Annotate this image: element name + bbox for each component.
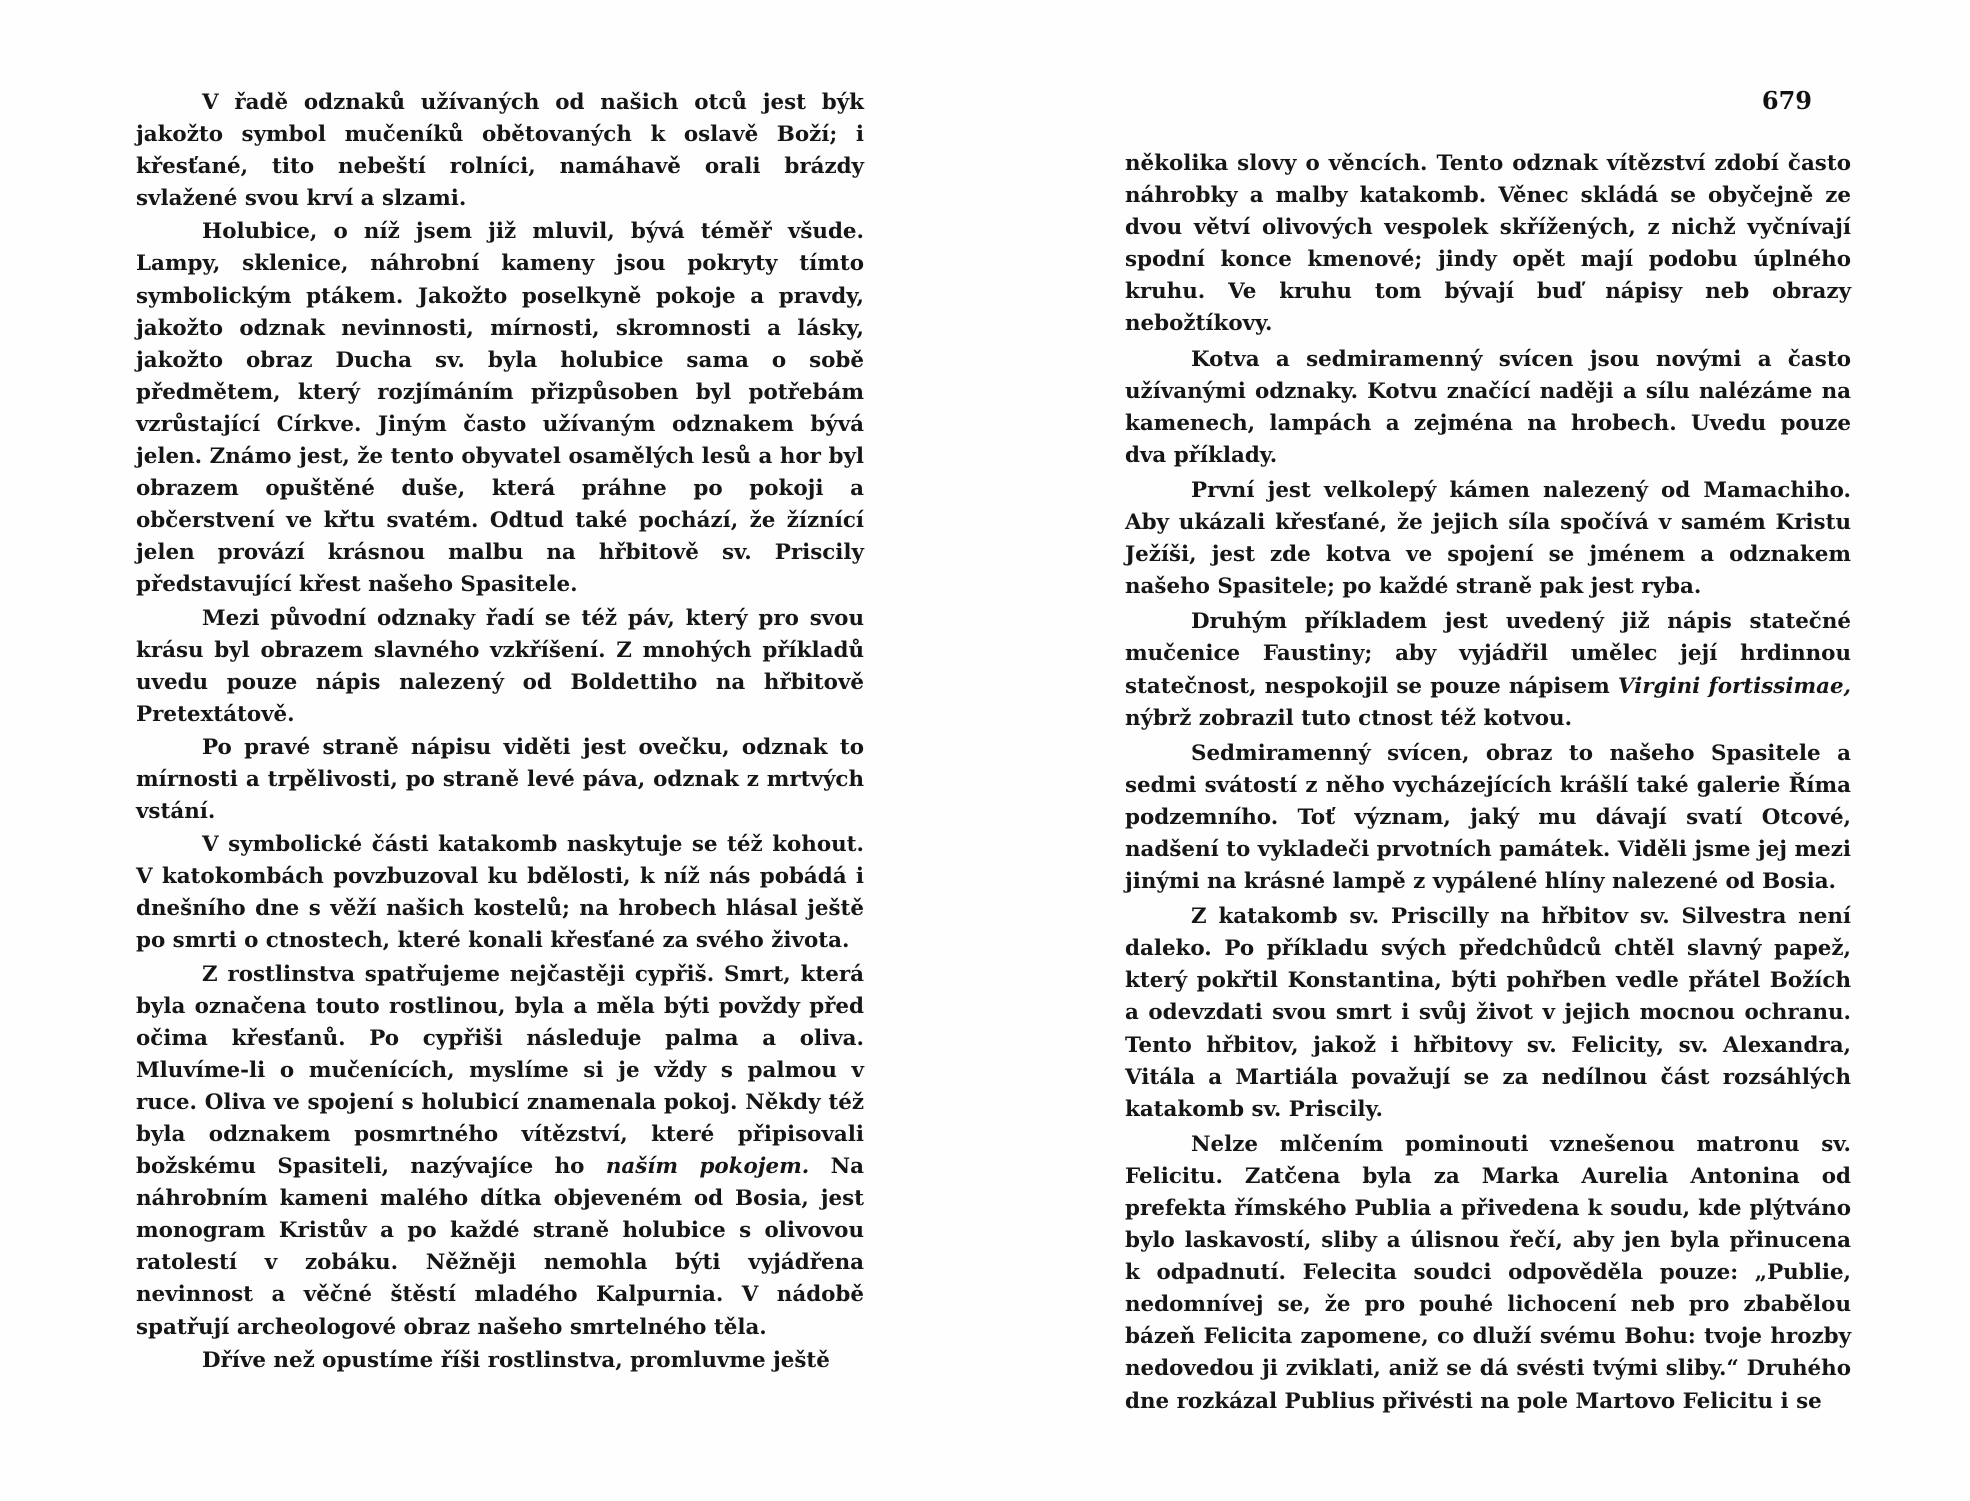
right-text-column (1125, 148, 1851, 1421)
paragraph: Po pravé straně nápisu viděti jest ovečku, odznak to mírnosti a trpělivosti, po straně levé páva, odznak z mrtvých vstání. (136, 734, 864, 825)
paragraph: Holubice, o níž jsem již mluvil, bývá téměř všude. Lampy, sklenice, náhrobní kameny jsou pokryty tímto symbolickým ptákem. Jakožto poselkyně pokoje a pravdy, jakožto odznak nevinnosti, mírnosti, skromnosti a lásky, jakožto obraz Ducha sv. byla holubice sama o sobě předmětem, který rozjímáním přizpůsoben byl potřebám vzrůstající Církve. Jiným často užívaným odznakem bývá jelen. Známo jest, že tento obyvatel osamělých lesů a hor byl obrazem opuštěné duše, která práhne po pokoji a občerstvení ve křtu svatém. Odtud také pochází, že žíznící jelen provází krásnou malbu na hřbitově sv. Priscily představující křest našeho Spasitele. (136, 219, 864, 598)
paragraph: Kotva a sedmiramenný svícen jsou novými a často užívanými odznaky. Kotvu značící naději a sílu nalézáme na kamenech, lampách a zejména na hrobech. Uvedu pouze dva příklady. (1125, 346, 1851, 468)
paragraph: Nelze mlčením pominouti vznešenou matronu sv. Felicitu. Zatčena byla za Marka Aurelia Antonina od prefekta římského Publia a přivedena k soudu, kde plýtváno bylo laskavostí, sliby a úlisnou řečí, aby jen byla přinucena k odpadnutí. Felecita soudci odpověděla pouze: „Publie, nedomnívej se, že pro pouhé lichocení neb pro zbabělou bázeň Felicita zapomene, co dluží svému Bohu: tvoje hrozby nedovedou ji zviklati, aniž se dá svésti tvými sliby.“ Druhého dne rozkázal Publius přivésti na pole Martovo Felicitu i se (1125, 1131, 1851, 1414)
paragraph: několika slovy o věncích. Tento odznak vítězství zdobí často náhrobky a malby katakomb. Věnec skládá se obyčejně ze dvou větví olivových vespolek skřížených, z nichž vyčnívají spodní konce kmenové; jindy opět mají podobu úplného kruhu. Ve kruhu tom bývají buď nápisy neb obrazy nebožtíkovy. (1125, 151, 1851, 337)
left-text-column (136, 87, 864, 1378)
paragraph: Mezi původní odznaky řadí se též páv, který pro svou krásu byl obrazem slavného vzkříšení. Z mnohých příkladů uvedu pouze nápis nalezený od Boldettiho na hřbitově Pretextátově. (136, 605, 864, 727)
paragraph (1125, 606, 1851, 734)
paragraph: V symbolické části katakomb naskytuje se též kohout. V katokombách povzbuzoval ku bdělosti, k níž nás pobádá i dnešního dne s věží našich kostelů; na hrobech hlásal ještě po smrti o ctnostech, které konali křesťané za svého života. (136, 832, 864, 954)
paragraph (136, 959, 864, 1344)
paragraph: V řadě odznaků užívaných od našich otců jest býk jakožto symbol mučeníků obětovaných k oslavě Boží; i křesťané, tito nebeští rolníci, namáhavě orali brázdy svlažené svou krví a slzami. (136, 90, 864, 212)
page-number: 679 (1761, 86, 1812, 115)
right-page (985, 0, 1970, 1501)
italic-phrase: naším pokojem. (605, 1154, 810, 1180)
paragraph-text: Druhým příkladem jest uvedený již nápis statečné mučenice Faustiny; aby vyjádřil umělec její hrdinnou statečnost, nespokojil se pouze nápisem (1125, 609, 1851, 699)
paragraph-text: Z rostlinstva spatřujeme nejčastěji cypřiš. Smrt, která byla označena touto rostlinou, byla a měla býti povždy před očima křesťanů. Po cypřiši následuje palma a oliva. Mluvíme-li o mučenících, myslíme si je vždy s palmou v ruce. Oliva ve spojení s holubicí znamenala pokoj. Někdy též byla odznakem posmrtného vítězství, které připisovali božskému Spasiteli, nazývajíce ho (136, 961, 864, 1180)
paragraph: Dříve než opustíme říši rostlinstva, promluvme ještě (202, 1347, 830, 1373)
paragraph-text: nýbrž zobrazil tuto ctnost též kotvou. (1125, 705, 1573, 731)
paragraph: Sedmiramenný svícen, obraz to našeho Spasitele a sedmi svátostí z něho vycházejících krášlí také galerie Říma podzemního. Toť význam, jaký mu dávají svatí Otcové, nadšení to vykladeči prvotních památek. Viděli jsme jej mezi jinými na krásné lampě z vypálené hlíny nalezené od Bosia. (1125, 740, 1851, 895)
paragraph: První jest velkolepý kámen nalezený od Mamachiho. Aby ukázali křesťané, že jejich síla spočívá v samém Kristu Ježíši, jest zde kotva ve spojení se jménem a odznakem našeho Spasitele; po každé straně pak jest ryba. (1125, 477, 1851, 600)
paragraph: Z katakomb sv. Priscilly na hřbitov sv. Silvestra není daleko. Po příkladu svých předchůdců chtěl slavný papež, který pokřtil Konstantina, býti pohřben vedle přátel Božích a odevzdati svou smrt i svůj život v jejich mocnou ochranu. Tento hřbitov, jakož i hřbitovy sv. Felicity, sv. Alexandra, Vitála a Martiála považují se za nedílnou část rozsáhlých katakomb sv. Priscily. (1125, 904, 1851, 1122)
latin-phrase: Virgini fortissimae, (1617, 673, 1851, 699)
paragraph-text: Na náhrobním kameni malého dítka objeveném od Bosia, jest monogram Kristův a po každé straně holubice s olivovou ratolestí v zobáku. Něžněji nemohla býti vyjádřena nevinnost a věčné štěstí mladého Kalpurnia. V nádobě spatřují archeologové obraz našeho smrtelného těla. (136, 1154, 865, 1340)
